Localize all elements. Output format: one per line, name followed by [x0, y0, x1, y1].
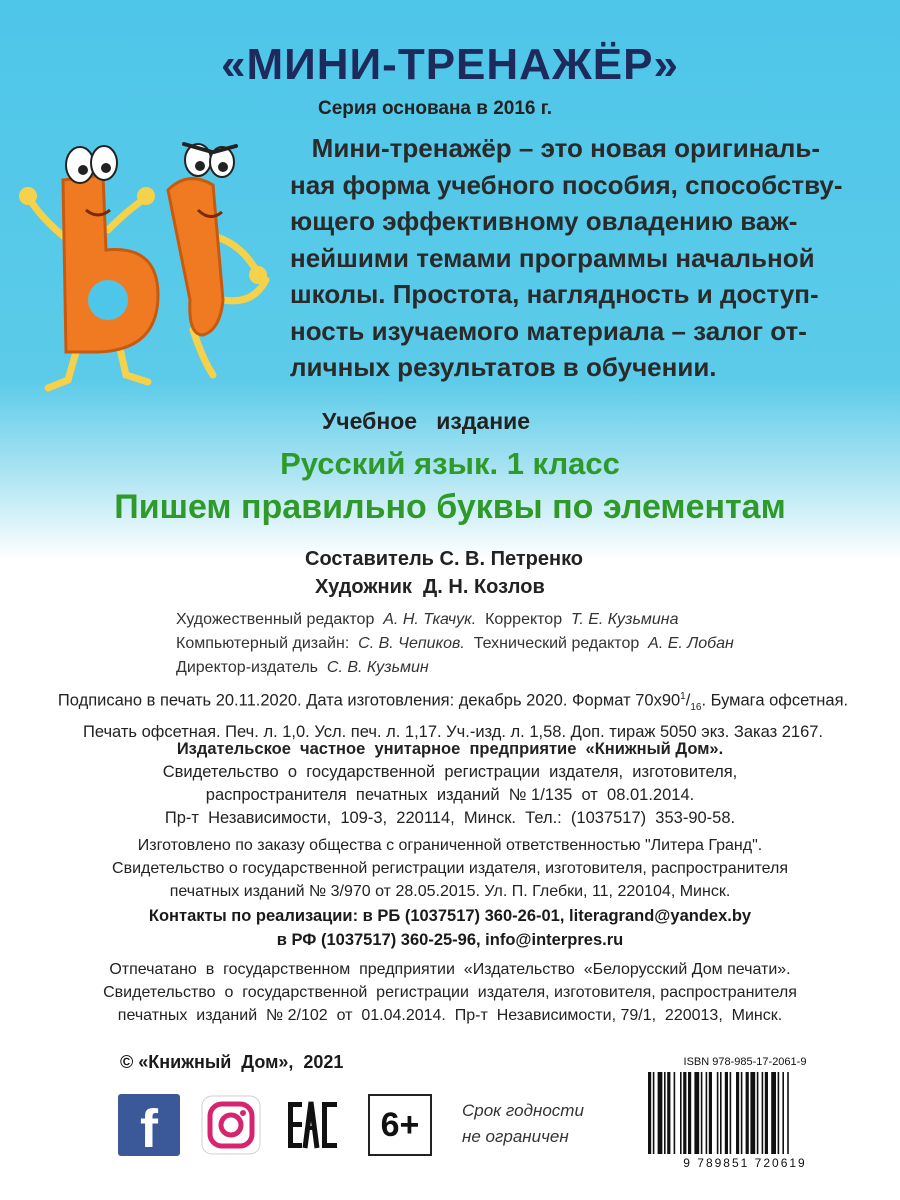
barcode-bar [680, 1072, 682, 1154]
shelf-life-line: не ограничен [462, 1127, 569, 1146]
description-line: ющего эффективному овладению важ- [290, 206, 798, 236]
manufacturer-line: Изготовлено по заказу общества с ограниченной ответственностью "Литера Гранд". [137, 837, 763, 854]
description-line: ная форма учебного пособия, способству- [290, 169, 843, 200]
barcode-bar [667, 1072, 670, 1154]
manufacturer-line: Свидетельство о государственной регистрации издателя, изготовителя, распространителя [112, 860, 788, 877]
printer-info [30, 958, 870, 1027]
shelf-life [462, 1098, 584, 1150]
credit-role: Директор-издатель [176, 659, 319, 676]
credit-role: Художественный редактор [176, 611, 375, 628]
barcode [630, 1052, 860, 1172]
credit-role: Корректор [485, 611, 563, 628]
publisher-line: распространителя печатных изданий № 1/135 от 08.01.2014. [205, 786, 695, 804]
copyright: © «Книжный Дом», 2021 [120, 1052, 344, 1072]
barcode-bar [746, 1072, 749, 1154]
printer-line: печатных изданий № 2/102 от 01.04.2014. Пр-т Независимости, 79/1, 220013, Минск. [117, 1007, 783, 1024]
barcode-bar [736, 1072, 739, 1154]
barcode-bar [730, 1072, 732, 1154]
credit-name: С. В. Чепиков. [358, 635, 465, 652]
credit-name: Т. Е. Кузьмина [571, 611, 679, 628]
barcode-bar [664, 1072, 666, 1154]
description-line: нейшими темами программы начальной [290, 242, 815, 273]
contacts-line: в РФ (1037517) 360-25-96, info@interpres.ru [276, 931, 624, 949]
publisher-line: Свидетельство о государственной регистрации издателя, изготовителя, [162, 763, 738, 781]
publisher-line: Пр-т Независимости, 109-3, 220114, Минск. Тел.: (1037517) 353-90-58. [164, 809, 736, 827]
print-info-line: Подписано в печать 20.11.2020. Дата изготовления: декабрь 2020. Формат $70х90^1/_{16}$. Бумага офсетная. [57, 691, 849, 713]
barcode-bar [674, 1072, 676, 1154]
credit-role: Компьютерный дизайн: [176, 635, 350, 652]
format-fraction-numerator: 1 [680, 691, 686, 702]
credits [176, 608, 734, 680]
sales-contacts [30, 904, 870, 952]
barcode-bar [706, 1072, 708, 1154]
barcode-bar [701, 1072, 703, 1154]
credit-name: А. Е. Лобан [648, 635, 734, 652]
publisher-name: Издательское частное унитарное предприятие «Книжный Дом». [176, 740, 724, 758]
format-fraction-denominator: 16 [690, 701, 702, 713]
compiler: Составитель С. В. Петренко [305, 548, 584, 570]
barcode-bar [750, 1072, 755, 1154]
contacts-line: Контакты по реализации: в РБ (1037517) 360-26-01, literagrand@yandex.by [148, 907, 752, 925]
instagram-icon [200, 1094, 262, 1156]
edition-type: Учебное издание [322, 408, 531, 434]
credit-name: С. В. Кузьмин [326, 659, 429, 676]
print-info-text: Подписано в печать 20.11.2020. Дата изготовления: декабрь 2020. Формат 70х90 [57, 691, 681, 710]
description-line: ность изучаемого материала – залог от- [290, 315, 807, 346]
credit-role: Технический редактор [473, 635, 640, 652]
barcode-bar [782, 1072, 784, 1154]
barcode-bar [717, 1072, 719, 1154]
barcode-bar [778, 1072, 780, 1154]
credit-name: А. Н. Ткачук. [383, 611, 477, 628]
book-title: Пишем правильно буквы по элементам [114, 488, 786, 526]
barcode-bar [653, 1072, 655, 1154]
barcode-bar [757, 1072, 759, 1154]
printer-line: Свидетельство о государственной регистрации издателя, изготовителя, распространителя [103, 984, 797, 1001]
shelf-life-line: Срок годности [462, 1101, 584, 1120]
isbn-number: ISBN 978-985-17-2061-9 [683, 1056, 807, 1068]
facebook-icon: f [118, 1094, 180, 1156]
barcode-bar [709, 1072, 712, 1154]
barcode-bar [694, 1072, 699, 1154]
barcode-bar [725, 1072, 728, 1154]
barcode-bar [683, 1072, 686, 1154]
printer-line: Отпечатано в государственном предприятии «Издательство «Белорусский Дом печати». [109, 961, 791, 978]
age-rating-badge: 6+ [368, 1094, 432, 1156]
eac-mark-icon [282, 1094, 344, 1156]
publisher-info [40, 738, 860, 830]
artist: Художник Д. Н. Козлов [315, 576, 545, 598]
barcode-bar [787, 1072, 789, 1154]
credits-line [176, 656, 734, 680]
print-info-text: . Бумага офсетная. [701, 691, 849, 710]
barcode-bar [658, 1072, 663, 1154]
barcode-bar [741, 1072, 743, 1154]
print-info [28, 684, 878, 745]
credits-line [176, 608, 734, 632]
series-founded: Серия основана в 2016 г. [318, 98, 553, 119]
barcode-bar [720, 1072, 722, 1154]
credits-line [176, 632, 734, 656]
mascot-letter-illustration [8, 130, 278, 400]
manufacturer-info [30, 834, 870, 903]
barcode-bar [765, 1072, 768, 1154]
manufacturer-line: печатных изданий № 3/970 от 28.05.2015. Ул. П. Глебки, 11, 220104, Минск. [169, 883, 731, 900]
series-title: «МИНИ-ТРЕНАЖЁР» [221, 40, 679, 89]
description-line: личных результатов в обучении. [290, 352, 717, 382]
barcode-bar [648, 1072, 651, 1154]
barcode-bar [688, 1072, 691, 1154]
barcode-bar [762, 1072, 764, 1154]
barcode-bar [771, 1072, 776, 1154]
book-subject: Русский язык. 1 класс [280, 446, 620, 481]
print-info-line: Печать офсетная. Печ. л. 1,0. Усл. печ. л. 1,17. Уч.-изд. л. 1,58. Доп. тираж 5050 экз. Заказ 2167. [82, 722, 824, 741]
barcode-bars [630, 1052, 860, 1172]
description-line: школы. Простота, наглядность и доступ- [290, 279, 819, 309]
series-description [290, 130, 865, 386]
barcode-number: 9 789851 720619 [683, 1156, 807, 1170]
description-line: Мини-тренажёр – это новая оригиналь- [290, 133, 821, 163]
